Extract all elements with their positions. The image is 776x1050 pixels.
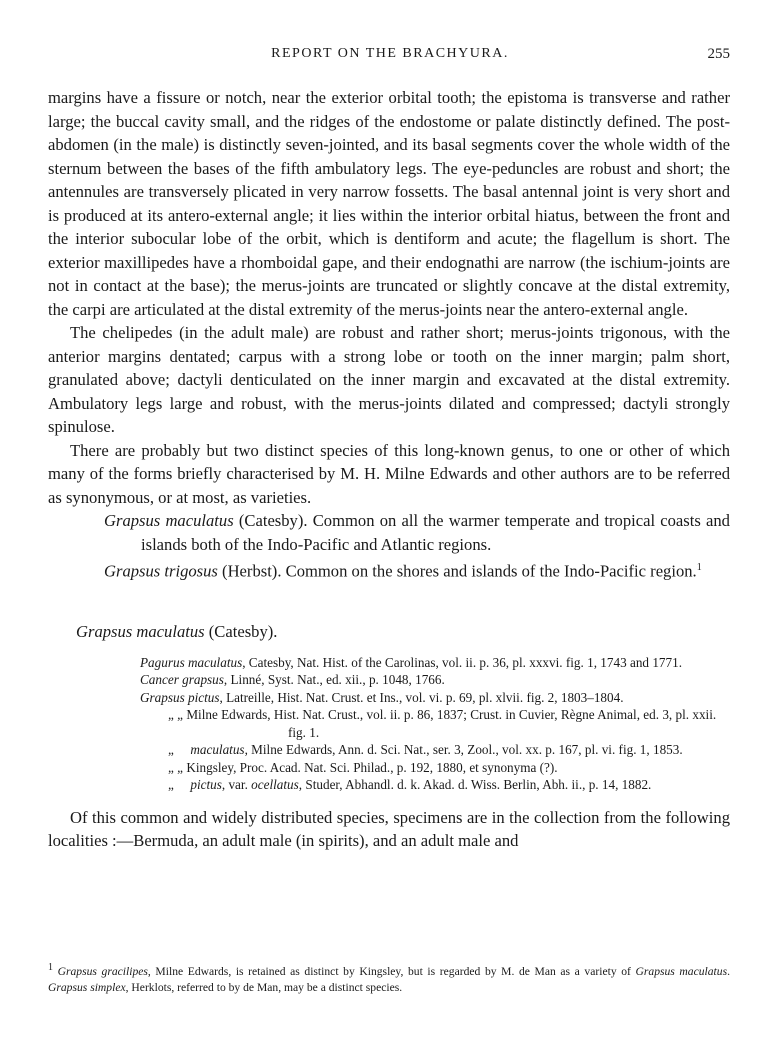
synonymy-entry [140, 741, 730, 759]
synonymy-entry [140, 759, 730, 777]
synonym-citation: , Catesby, Nat. Hist. of the Carolinas, vol. ii. p. 36, pl. xxxvi. fig. 1, 1743 and 1771. [242, 654, 682, 670]
page-body [48, 86, 730, 853]
ditto-marks: „ [168, 742, 174, 758]
synonym-name: Pagurus maculatus [140, 654, 243, 670]
page-header [50, 46, 730, 70]
synonymy-entry [140, 776, 730, 794]
synonymy-entry [140, 706, 730, 741]
section-heading [76, 620, 730, 644]
synonym-name: maculatus [190, 742, 245, 758]
synonym-citation: , Milne Edwards, Ann. d. Sci. Nat., ser. 3, Zool., vol. xx. p. 167, pl. vi. fig. 1, 1853. [244, 742, 683, 758]
species-entry-maculatus [104, 509, 730, 556]
footnote-text-1: , Milne Edwards, is retained as distinct by Kingsley, but is regarded by M. de Man as a variety of [147, 964, 636, 978]
footnote-species-1: Grapsus gracilipes [57, 964, 148, 978]
footnote-text-2: . [727, 964, 730, 978]
paragraph-localities: Of this common and widely distributed species, specimens are in the collection from the following localities :—Bermuda, an adult male (in spirits), and an adult male and [48, 807, 730, 851]
ditto-marks: „ „ [168, 759, 184, 775]
synonymy-entry [140, 689, 730, 707]
synonym-citation: Milne Edwards, Hist. Nat. Crust., vol. ii. p. 86, 1837; Crust. in Cuvier, Règne Animal, ed. 3, pl. xxii. fig. 1. [183, 707, 717, 740]
footnote-marker: 1 [696, 562, 702, 573]
synonym-citation: Kingsley, Proc. Acad. Nat. Sci. Philad., p. 192, 1880, et synonyma (?). [183, 759, 558, 775]
synonym-name: Grapsus pictus [140, 689, 220, 705]
paragraph-genus-description: margins have a fissure or notch, near the exterior orbital tooth; the epistoma is transverse and rather large; the buccal cavity small, and the ridges of the endostome or palate distinctly defined. The post-abdomen (in the male) is distinctly seven-jointed, and its basal segments cover the whole width of the sternum between the bases of the fifth ambulatory legs. The eye-peduncles are robust and short; the antennules are transversely plicated in very narrow fossetts. The basal antennal joint is very short and is produced at its antero-external angle; it lies within the interior orbital hiatus, between the front and the interior subocular lobe of the orbit, which is dentiform and acute; the flagellum is short. The exterior maxillipedes have a rhomboidal gape, and their endognathi are narrow (the ischium-joints are not in contact at the base); the merus-joints are truncated or slightly concave at the distal extremity, the carpi are articulated at the distal extremity of the merus-joints near the antero-external angle. [48, 88, 730, 319]
synonym-citation: , var. [221, 777, 252, 793]
footnote [48, 960, 730, 996]
species-entry-trigosus [104, 556, 730, 583]
footnote-species-3: Grapsus simplex [48, 980, 126, 994]
section-heading-name: Grapsus maculatus [76, 622, 205, 642]
footnote-species-2: Grapsus maculatus [635, 964, 728, 978]
running-title: REPORT ON THE BRACHYURA. [271, 46, 509, 61]
synonym-citation-rest: , Studer, Abhandl. d. k. Akad. d. Wiss. Berlin, Abh. ii., p. 14, 1882. [298, 777, 652, 793]
species-name: Grapsus trigosus [104, 561, 218, 581]
section-heading-author: (Catesby). [204, 622, 278, 642]
synonymy-entry [140, 671, 730, 689]
synonymy-list [140, 654, 730, 794]
ditto-marks: „ [168, 777, 174, 793]
page-number: 255 [707, 46, 730, 62]
ditto-marks: „ „ [168, 707, 184, 723]
synonym-citation: , Linné, Syst. Nat., ed. xii., p. 1048, 1766. [223, 672, 445, 688]
synonym-citation: , Latreille, Hist. Nat. Crust. et Ins., vol. vi. p. 69, pl. xlvii. fig. 2, 1803–1804. [219, 689, 624, 705]
synonym-name: pictus [190, 777, 222, 793]
synonym-name: Cancer grapsus [140, 672, 224, 688]
species-text: (Herbst). Common on the shores and islands of the Indo-Pacific region. [217, 561, 697, 581]
paragraph-species-count: There are probably but two distinct species of this long-known genus, to one or other of which many of the forms briefly characterised by M. H. Milne Edwards and other authors are to be referred as synonymous, or at most, as varieties. [48, 440, 730, 507]
species-name: Grapsus maculatus [104, 511, 234, 530]
paragraph-chelipedes: The chelipedes (in the adult male) are robust and rather short; merus-joints trigonous, with the anterior margins dentated; carpus with a strong lobe or tooth on the inner margin; palm short, granulated above; dactyli denticulated on the inner margin and excavated at the distal extremity. Ambulatory legs large and robust, with the merus-joints dilated and compressed; dactyli strongly spinulose. [48, 323, 730, 436]
footnote-text-3: , Herklots, referred to by de Man, may be a distinct species. [125, 980, 403, 994]
footnote-mark: 1 [48, 962, 53, 973]
synonymy-entry [140, 654, 730, 672]
species-text: (Catesby). Common on all the warmer temperate and tropical coasts and islands both of the Indo-Pacific and Atlantic regions. [141, 511, 730, 554]
synonym-variety-name: ocellatus [251, 777, 299, 793]
